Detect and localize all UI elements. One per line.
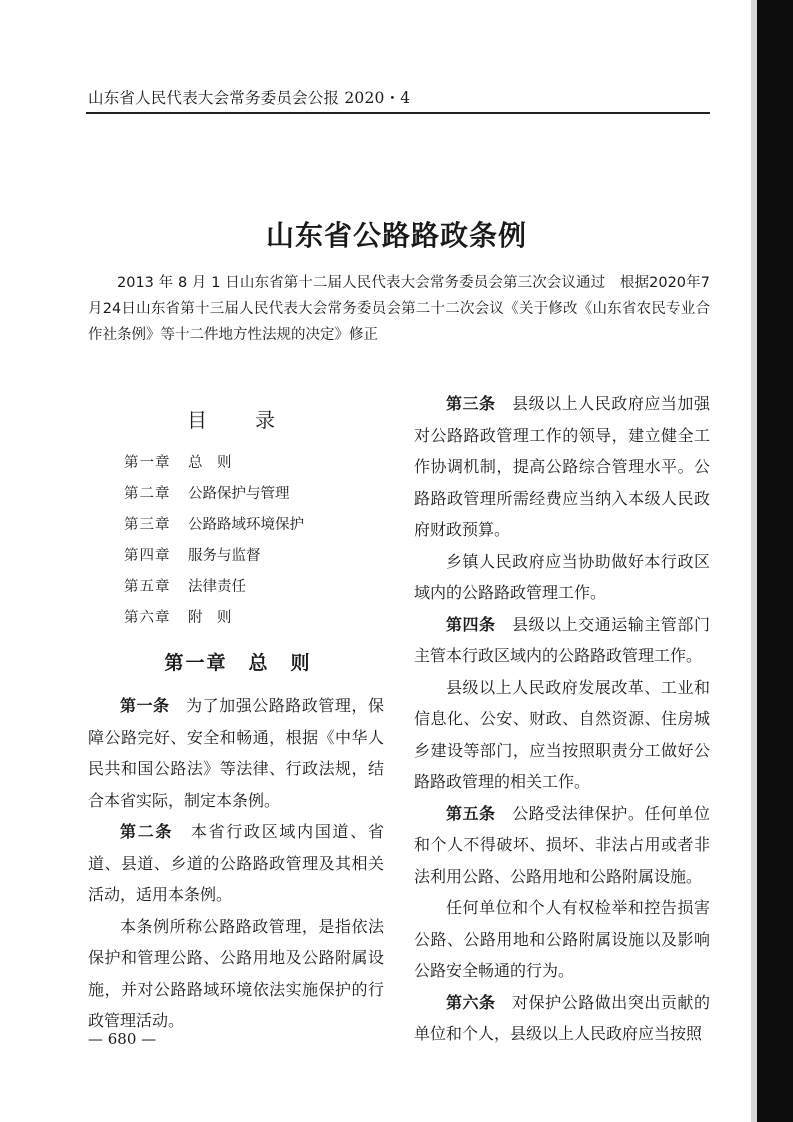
enactment-note-text: 2013 年 8 月 1 日山东省第十二届人民代表大会常务委员会第三次会议通过 根据2020年7月24日山东省第十三届人民代表大会常务委员会第二十二次会议《关于修改《山东省农民专业合作社条例》等十二件地方性法规的决定》修正	[88, 275, 710, 343]
toc-chapter-number: 第三章	[124, 517, 171, 533]
document-title: 山东省公路路政条例	[265, 219, 527, 252]
article-3	[414, 388, 710, 546]
toc-chapter-number: 第二章	[124, 486, 171, 502]
toc-item	[124, 479, 384, 510]
toc-chapter-number: 第五章	[124, 579, 171, 595]
article-label: 第三条	[446, 394, 496, 413]
running-header: 山东省人民代表大会常务委员会公报 2020・4	[88, 89, 411, 107]
article-6	[414, 987, 710, 1050]
toc-chapter-number: 第一章	[124, 455, 171, 471]
toc-chapter-title: 服务与监督	[188, 548, 261, 564]
scan-edge-bar	[757, 0, 793, 1122]
article-text: 为了加强公路路政管理，保障公路完好、安全和畅通，根据《中华人民共和国公路法》等法律、行政法规，结合本省实际，制定本条例。	[88, 696, 384, 810]
toc-item	[124, 448, 384, 479]
article-label: 第六条	[446, 992, 496, 1012]
toc-chapter-title: 法律责任	[188, 579, 246, 595]
toc-item	[124, 510, 384, 541]
article-text: 对保护公路做出突出贡献的单位和个人，县级以上人民政府应当按照	[414, 992, 710, 1043]
right-column	[414, 388, 710, 1050]
toc-item	[124, 603, 384, 634]
toc-item	[124, 572, 384, 603]
article-4-paragraph: 县级以上人民政府发展改革、工业和信息化、公安、财政、自然资源、住房城乡建设等部门，应当按照职责分工做好公路路政管理的相关工作。	[414, 677, 710, 791]
article-3-paragraph: 乡镇人民政府应当协助做好本行政区域内的公路路政管理工作。	[414, 551, 710, 602]
header-rule	[86, 112, 710, 114]
article-text: 县级以上交通运输主管部门主管本行政区域内的公路路政管理工作。	[414, 614, 710, 665]
toc-chapter-number: 第六章	[124, 610, 171, 626]
article-label: 第四条	[446, 614, 496, 634]
page-number: — 680 —	[88, 1030, 157, 1048]
toc-item	[124, 541, 384, 572]
article-4	[414, 609, 710, 672]
toc-chapter-title: 总 则	[188, 455, 232, 471]
article-2-paragraph: 本条例所称公路路政管理，是指依法保护和管理公路、公路用地及公路附属设施，并对公路路域环境依法实施保护的行政管理活动。	[88, 916, 384, 1030]
article-label: 第一条	[120, 696, 170, 715]
toc-chapter-title: 附 则	[188, 610, 232, 626]
article-text: 县级以上人民政府应当加强对公路路政管理工作的领导，建立健全工作协调机制，提高公路综合管理水平。公路路政管理所需经费应当纳入本级人民政府财政预算。	[414, 394, 710, 539]
toc-chapter-number: 第四章	[124, 548, 171, 564]
article-5	[414, 798, 710, 893]
article-1	[88, 690, 384, 816]
toc-chapter-title: 公路保护与管理	[188, 486, 290, 502]
article-label: 第二条	[120, 822, 174, 841]
toc-heading: 目 录	[187, 408, 289, 432]
toc-chapter-title: 公路路域环境保护	[188, 517, 304, 533]
table-of-contents	[124, 448, 384, 634]
left-column	[88, 690, 384, 1037]
article-2	[88, 816, 384, 911]
chapter-heading: 第一章 总 则	[164, 652, 312, 674]
article-text: 公路受法律保护。任何单位和个人不得破坏、损坏、非法占用或者非法利用公路、公路用地和公路附属设施。	[414, 803, 710, 886]
enactment-note	[88, 270, 710, 348]
article-5-paragraph: 任何单位和个人有权检举和控告损害公路、公路用地和公路附属设施以及影响公路安全畅通的行为。	[414, 898, 710, 980]
article-label: 第五条	[446, 803, 496, 823]
article-text: 本省行政区域内国道、省道、县道、乡道的公路路政管理及其相关活动，适用本条例。	[88, 822, 384, 904]
